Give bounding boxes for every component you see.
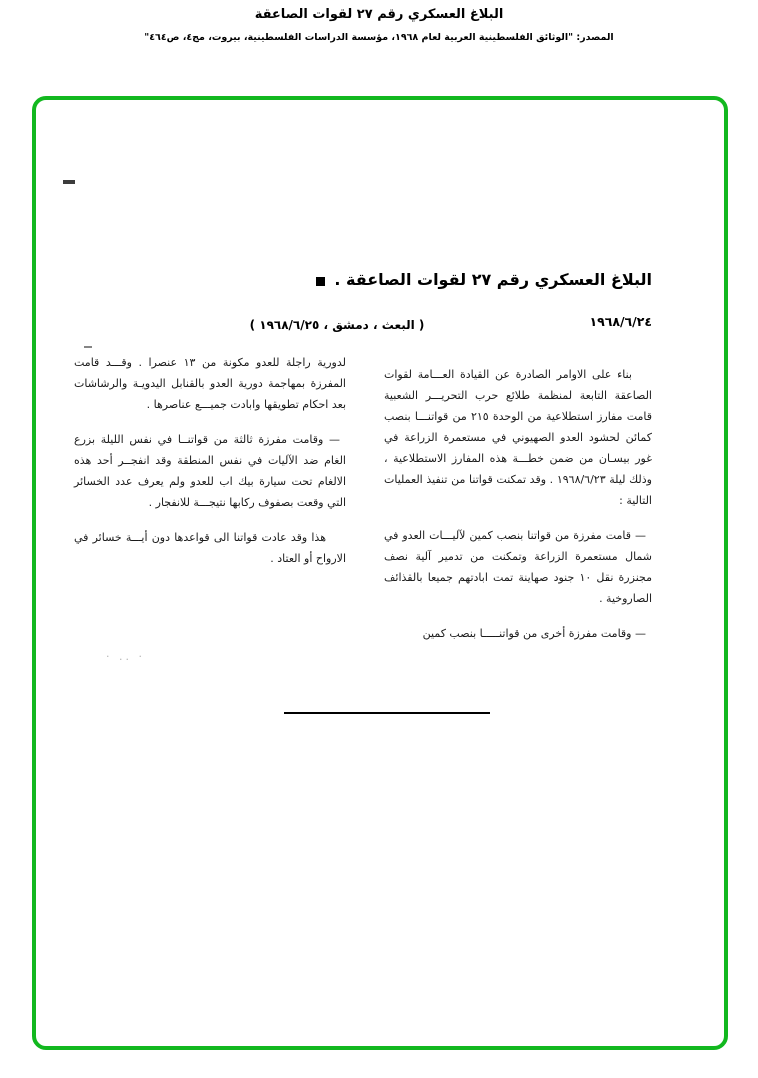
paragraph-intro: بناء على الاوامر الصادرة عن القيادة العـــامة لقوات الصاعقة التابعة لمنظمة طلائع حرب التحريـــر الشعبية قامت مفارز استطلاعية من الوحدة ٢١٥ من قواتنـــا بنصب كمائن لحشود العدو الصهيوني في مستعمرة الزراعة في غور بيسـان من ضمن خطـــة هذه المفارز الاستطلاعية ، وذلك ليلة ١٩٦٨/٦/٢٣ . وقد تمكنت قواتنا من تنفيذ العمليات التالية :	[384, 368, 653, 507]
scan-artifact-mark	[84, 346, 92, 348]
paragraph-operation-2-continued: لدورية راجلة للعدو مكونة من ١٣ عنصرا . وقـــد قامت المفرزة بمهاجمة دورية العدو بالقنابل اليدويـة والرشاشات بعد احكام تطويقها وابادت جميـــع عناصرها .	[74, 356, 346, 411]
column-right	[384, 364, 652, 658]
paragraph-operation-2: — وقامت مفرزة أخرى من قواتنـــــا بنصب كمين	[422, 627, 646, 640]
scan-artifact-dash	[63, 180, 75, 184]
publication-line: ( البعث ، دمشق ، ١٩٦٨/٦/٢٥ )	[249, 318, 425, 332]
paragraph-operation-3: — وقامت مفرزة ثالثة من قواتنــا في نفس الليلة بزرع الغام ضد الآليات في نفس المنطقة وقد انفجــر أحد هذه الالغام تحت سيارة بيك اب للعدو ولم يعرف عدد الخسائر التي وقعت بصفوف ركابها نتيجـــة للانفجار .	[74, 433, 346, 509]
divider-line	[284, 712, 490, 714]
source-citation: المصدر: "الوثائق الفلسطينية العربية لعام ١٩٦٨، مؤسسة الدراسات الفلسطينية، بيروت، مج٤، ص٤٦٤"	[144, 32, 614, 43]
paragraph-closing: هذا وقد عادت قواتنا الى قواعدها دون أيـــة خسائر في الارواح أو العتاد .	[74, 531, 346, 565]
document-title-row	[286, 270, 652, 289]
document-date: ١٩٦٨/٦/٢٤	[589, 314, 652, 329]
page-title: البلاغ العسكري رقم ٢٧ لقوات الصاعقة	[254, 7, 504, 22]
paragraph-operation-1: — قامت مفرزة من قواتنا بنصب كمين لآليـــات العدو في شمال مستعمرة الزراعة وتمكنت من تدمير آلية نصف مجنزرة نقل ١٠ جنود صهاينة تمت ابادتهم جميعا بالقذائف الصاروخية .	[384, 529, 652, 605]
scanned-document-frame	[32, 96, 728, 1050]
scan-noise: · .. ·	[106, 650, 145, 663]
column-left	[74, 352, 346, 583]
document-title: البلاغ العسكري رقم ٢٧ لقوات الصاعقة .	[334, 270, 652, 289]
scan-artifact-square	[316, 277, 325, 286]
